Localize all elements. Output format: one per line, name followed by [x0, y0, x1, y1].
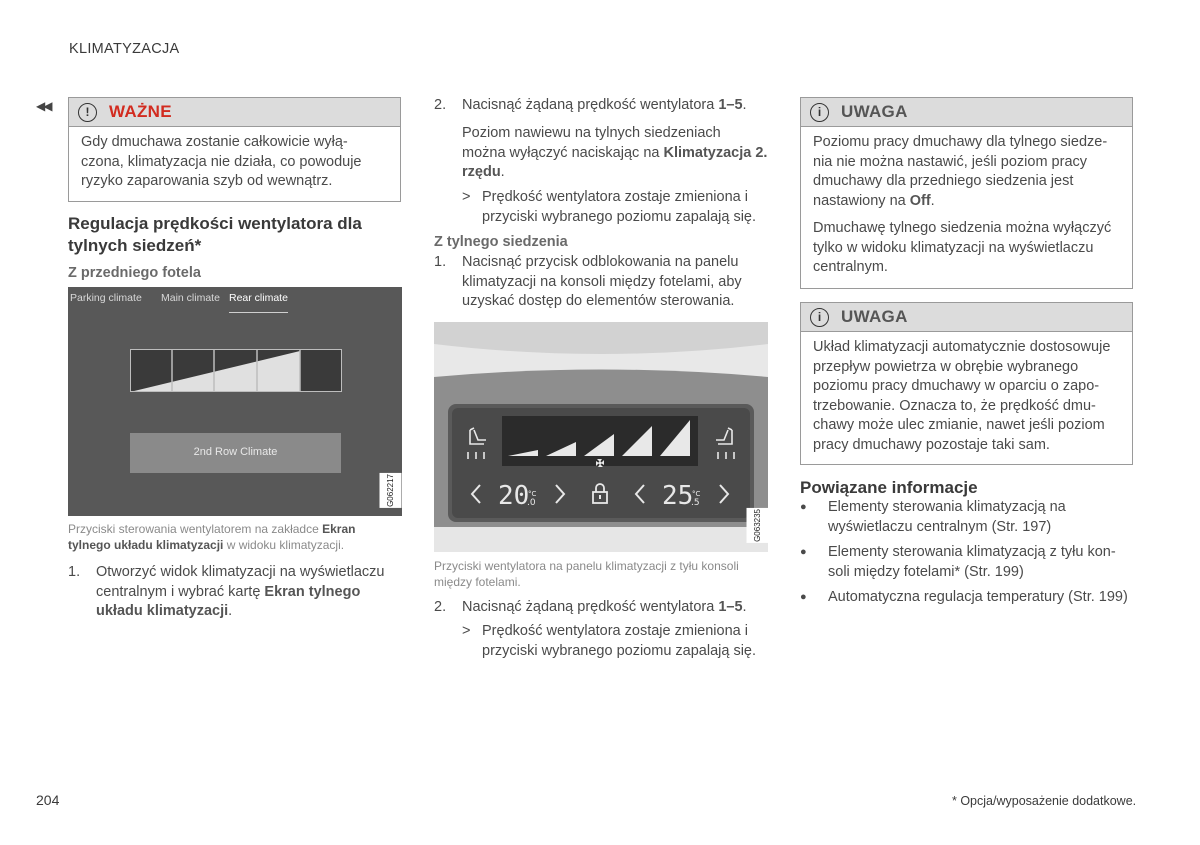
related-link[interactable]: ● Elementy sterowania klimatyzacją na wyświetlaczu centralnym (Str. 197) — [800, 499, 1066, 535]
step-1-rear: 1. Nacisnąć przycisk odblokowania na panelu klimatyzacji na konsoli między fotelami, aby uzyskać dostęp do elementów sterowania. — [434, 254, 742, 309]
figure2-caption: Przyciski wentylatora na panelu klimatyzacji z tyłu konsoli między fotelami. — [434, 559, 739, 589]
section-heading: Regulacja prędkości wentylatora dla tylnych siedzeń* — [68, 214, 362, 255]
info-icon: i — [810, 103, 829, 122]
note-callout-2-header — [801, 303, 1132, 332]
related-link[interactable]: ● Elementy sterowania klimatyzacją z tyłu kon-soli między fotelami* (Str. 199) — [800, 544, 1116, 580]
important-title: WAŻNE — [109, 102, 172, 122]
note-1-text-1: Poziomu pracy dmuchawy dla tylnego siedze-nia nie można nastawić, jeśli poziom pracy dmuchawy dla przedniego siedzenia jest nastawiony na Off. — [813, 134, 1108, 209]
page-header: KLIMATYZACJA — [69, 41, 180, 57]
subheading-rear-seat: Z tylnego siedzenia — [434, 234, 568, 250]
climate-tab-bar — [68, 287, 402, 305]
rear-console-panel-figure — [434, 322, 768, 552]
tab-rear-climate: Rear climate — [229, 289, 288, 313]
note-title: UWAGA — [841, 307, 908, 327]
continued-marker: ◀◀ — [36, 99, 51, 113]
second-row-climate-button: 2nd Row Climate — [130, 433, 341, 473]
step-2-rear: 2. Nacisnąć żądaną prędkość wentylatora 1–5. — [434, 599, 747, 615]
tab-parking-climate: Parking climate — [70, 292, 142, 304]
important-callout-header — [69, 98, 400, 127]
left-temp-unit: °C — [528, 490, 537, 498]
left-temp-value: 20 — [498, 481, 530, 511]
note-callout-1 — [800, 97, 1133, 289]
left-temp-decimal: .0 — [527, 498, 536, 508]
note-1-text-2: Dmuchawę tylnego siedzenia można wyłączyć tylko w widoku klimatyzacji na wyświetlaczu centralnym. — [813, 220, 1112, 275]
rear-off-paragraph: Poziom nawiewu na tylnych siedzeniach można wyłączyć naciskając na Klimatyzacja 2. rzędu. — [462, 125, 768, 180]
important-callout — [68, 97, 401, 202]
right-temp-decimal: .5 — [691, 498, 700, 508]
rear-climate-screen-figure — [68, 287, 402, 516]
result-1: > Prędkość wentylatora zostaje zmieniona i przyciski wybranego poziomu zapalają się. — [462, 189, 757, 225]
figure-code: G062217 — [380, 473, 402, 508]
page-number: 204 — [36, 792, 60, 808]
info-icon: i — [810, 308, 829, 327]
note-2-text: Układ klimatyzacji automatycznie dostosowuje przepływ powietrza w obrębie wybranego poziomu pracy dmuchawy w oparciu o zapo-trzebowanie. Oznacza to, że prędkość dmu-chawy może ulec zmianie, nawet jeśli poziom pracy dmuchawy pozostaje taki sam. — [813, 339, 1111, 453]
footnote: * Opcja/wyposażenie dodatkowe. — [952, 794, 1137, 808]
right-temp-value: 25 — [662, 481, 694, 511]
result-2: > Prędkość wentylatora zostaje zmieniona i przyciski wybranego poziomu zapalają się. — [462, 623, 757, 659]
step-1-front: 1. Otworzyć widok klimatyzacji na wyświetlaczu centralnym i wybrać kartę Ekran tylnego układu klimatyzacji. — [68, 564, 385, 619]
right-temp-unit: °C — [692, 490, 701, 498]
fan-speed-bar — [130, 349, 342, 392]
note-callout-1-header — [801, 98, 1132, 127]
warning-icon: ! — [78, 103, 97, 122]
fan-level-display — [502, 416, 698, 466]
related-link[interactable]: ● Automatyczna regulacja temperatury (Str. 199) — [800, 589, 1128, 605]
subheading-front-seat: Z przedniego fotela — [68, 265, 201, 281]
important-text: Gdy dmuchawa zostanie całkowicie wyłą-czona, klimatyzacja nie działa, co powoduje ryzyko zaparowania szyb od wewnątrz. — [81, 134, 362, 189]
related-info-heading: Powiązane informacje — [800, 478, 978, 497]
rear-console-panel — [434, 322, 768, 552]
note-title: UWAGA — [841, 102, 908, 122]
related-info-list — [800, 498, 1130, 608]
figure-code: G063235 — [747, 508, 768, 543]
tab-main-climate: Main climate — [161, 292, 220, 304]
step-2-front: 2. Nacisnąć żądaną prędkość wentylatora 1–5. — [434, 97, 747, 113]
note-callout-2 — [800, 302, 1133, 465]
figure1-caption: Przyciski sterowania wentylatorem na zakładce Ekran tylnego układu klimatyzacji w widoku klimatyzacji. — [68, 522, 356, 552]
